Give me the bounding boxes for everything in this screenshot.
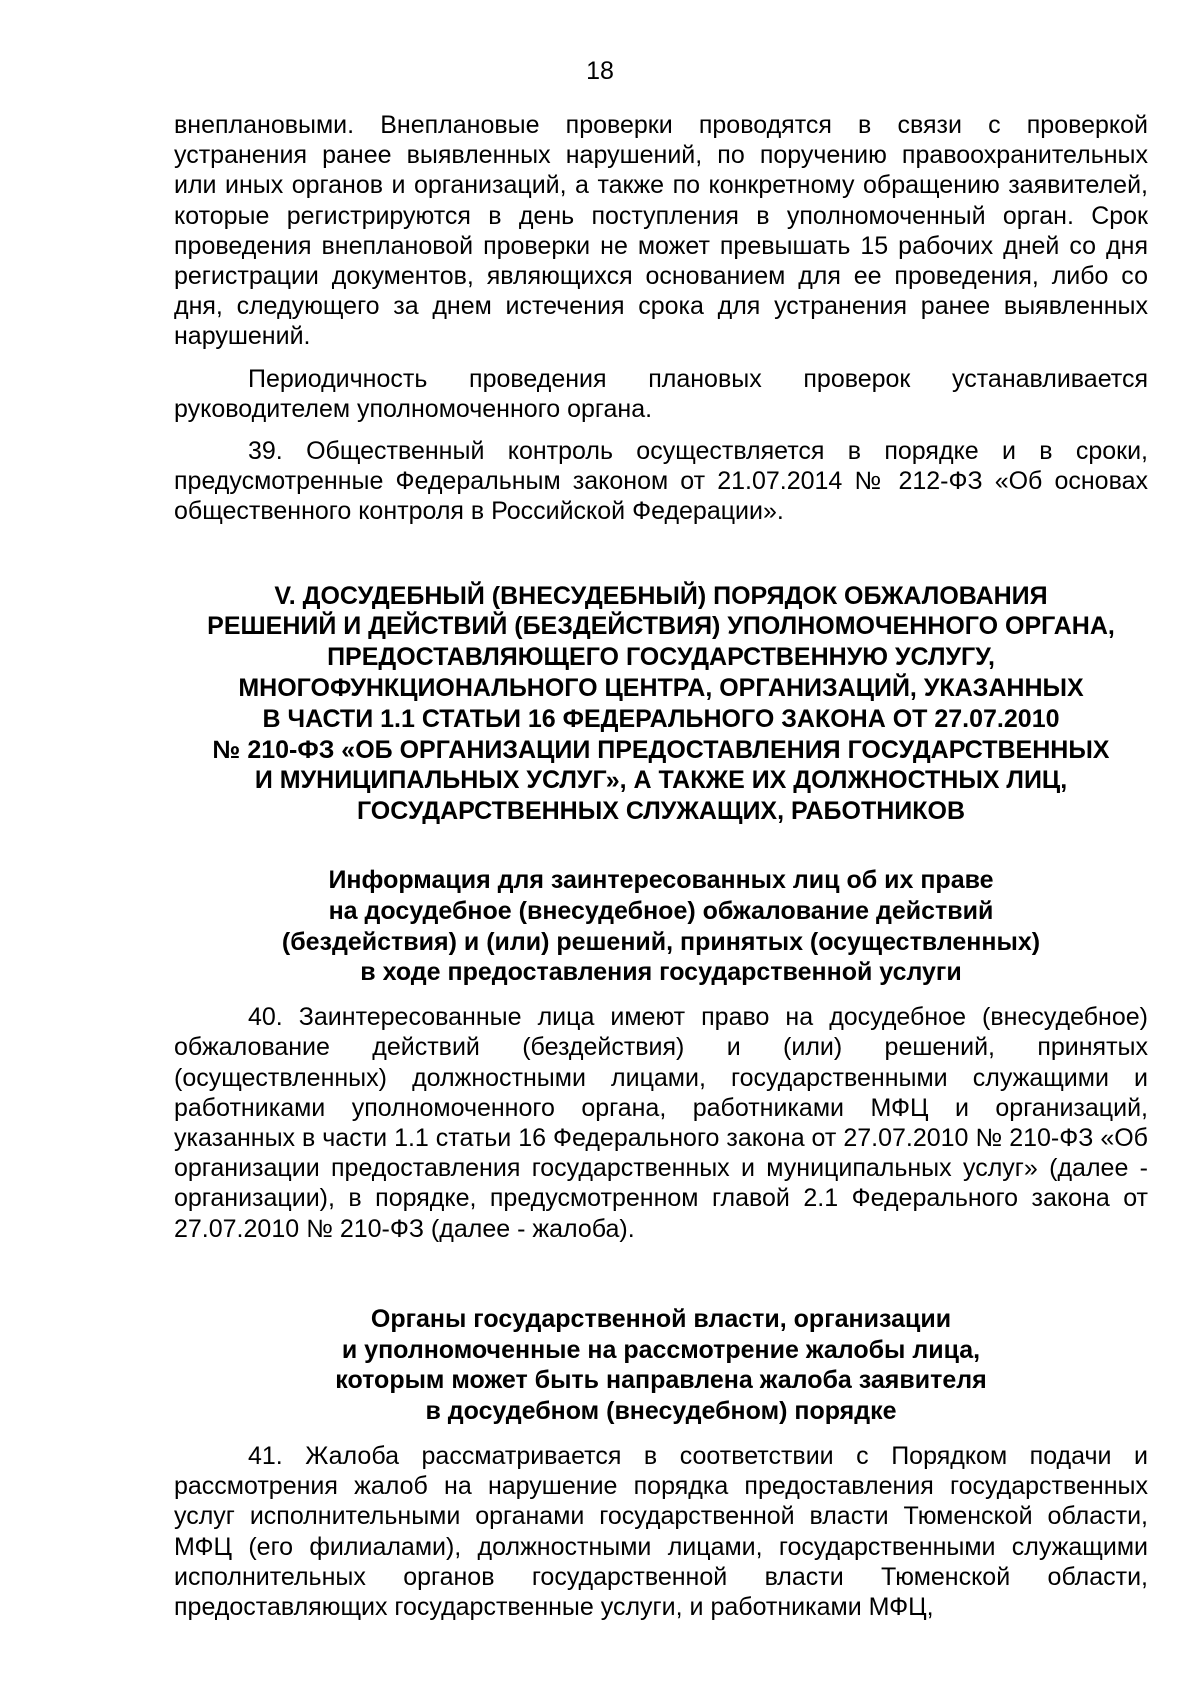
subheading-line: и уполномоченные на рассмотрение жалобы лица, (341, 1335, 981, 1364)
section-title-line: РЕШЕНИЙ И ДЕЙСТВИЙ (БЕЗДЕЙСТВИЯ) УПОЛНОМОЧЕННОГО ОРГАНА, (207, 612, 1115, 641)
subheading-right-to-appeal (174, 865, 1148, 988)
section-title-line: В ЧАСТИ 1.1 СТАТЬИ 16 ФЕДЕРАЛЬНОГО ЗАКОНА ОТ 27.07.2010 (262, 704, 1060, 733)
section-title-line: № 210-ФЗ «ОБ ОРГАНИЗАЦИИ ПРЕДОСТАВЛЕНИЯ ГОСУДАРСТВЕННЫХ (212, 735, 1110, 764)
section-title-line: V. ДОСУДЕБНЫЙ (ВНЕСУДЕБНЫЙ) ПОРЯДОК ОБЖАЛОВАНИЯ (274, 581, 1048, 610)
subheading-complaint-authorities (174, 1304, 1148, 1427)
subheading-line: на досудебное (внесудебное) обжалование действий (328, 896, 994, 925)
section-title-line: ПРЕДОСТАВЛЯЮЩЕГО ГОСУДАРСТВЕННУЮ УСЛУГУ, (327, 643, 995, 672)
subheading-line: Информация для заинтересованных лиц об их праве (328, 866, 994, 895)
section-title-line: И МУНИЦИПАЛЬНЫХ УСЛУГ», А ТАКЖЕ ИХ ДОЛЖНОСТНЫХ ЛИЦ, (254, 766, 1068, 795)
paragraph-39-public-control: 39. Общественный контроль осуществляется в порядке и в сроки, предусмотренные Федеральным законом от 21.07.2014 № 212-ФЗ «Об основах общественного контроля в Российской Федерации». (174, 437, 1148, 526)
paragraph-inspection-periodicity: Периодичность проведения плановых проверок устанавливается руководителем уполномоченного органа. (174, 364, 1148, 423)
subheading-line: которым может быть направлена жалоба заявителя (335, 1366, 987, 1395)
section-title-line: ГОСУДАРСТВЕННЫХ СЛУЖАЩИХ, РАБОТНИКОВ (356, 797, 966, 826)
subheading-line: Органы государственной власти, организации (370, 1304, 952, 1333)
subheading-line: в досудебном (внесудебном) порядке (425, 1397, 897, 1426)
paragraph-unscheduled-inspections: внеплановыми. Внеплановые проверки проводятся в связи с проверкой устранения ранее выявленных нарушений, по поручению правоохранительных или иных органов и организаций, а также по конкретному обращению заявителей, которые регистрируются в день поступления в уполномоченный орган. Срок проведения внеплановой проверки не может превышать 15 рабочих дней со дня регистрации документов, являющихся основанием для ее проведения, либо со дня, следующего за днем истечения срока для устранения ранее выявленных нарушений. (174, 111, 1148, 351)
subheading-line: (бездействия) и (или) решений, принятых (осуществленных) (281, 927, 1041, 956)
subheading-line: в ходе предоставления государственной услуги (360, 958, 962, 987)
document-body (174, 110, 1148, 1622)
page-number: 18 (586, 57, 614, 85)
section-title (174, 581, 1148, 827)
section-title-line: МНОГОФУНКЦИОНАЛЬНОГО ЦЕНТРА, ОРГАНИЗАЦИЙ, УКАЗАННЫХ (238, 674, 1084, 703)
paragraph-40-appeal-right: 40. Заинтересованные лица имеют право на досудебное (внесудебное) обжалование действий (бездействия) и (или) решений, принятых (осуществленных) должностными лицами, государственными служащими и работниками уполномоченного органа, работниками МФЦ и организаций, указанных в части 1.1 статьи 16 Федерального закона от 27.07.2010 № 210-ФЗ «Об организации предоставления государственных и муниципальных услуг» (далее - организации), в порядке, предусмотренном главой 2.1 Федерального закона от 27.07.2010 № 210-ФЗ (далее - жалоба). (174, 1003, 1148, 1243)
paragraph-41-complaint-procedure: 41. Жалоба рассматривается в соответствии с Порядком подачи и рассмотрения жалоб на нарушение порядка предоставления государственных услуг исполнительными органами государственной власти Тюменской области, МФЦ (его филиалами), должностными лицами, государственными служащими исполнительных органов государственной власти Тюменской области, предоставляющих государственные услуги, и работниками МФЦ, (174, 1442, 1148, 1622)
